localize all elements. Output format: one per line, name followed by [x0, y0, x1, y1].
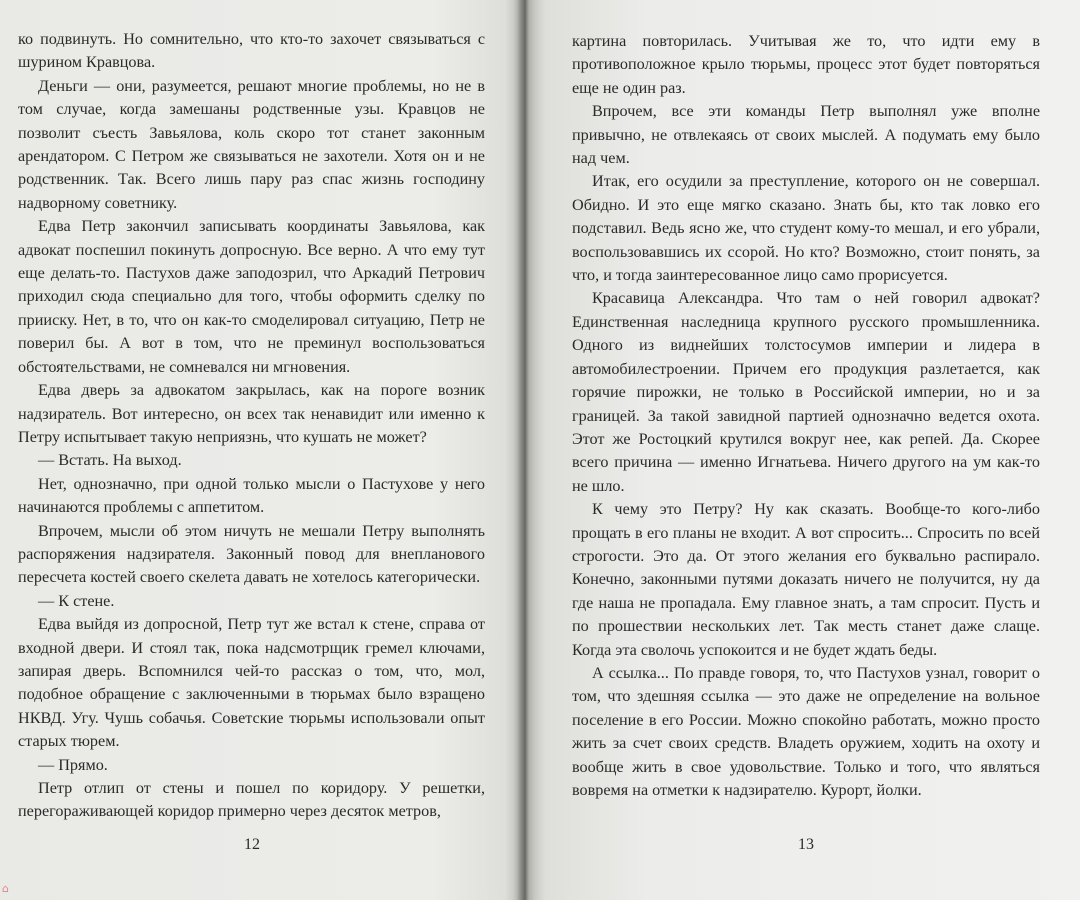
paragraph: К чему это Петру? Ну как сказать. Вообще-то кого-либо прощать в его планы не входит. А вот спросить... Спросить по всей строгости. Это да. От этого желания его буквально распирало. Конечно, законными путями доказать ничего не получится, ну да где наша не пропадала. Ему главное знать, а там спросит. Пусть и по прошествии нескольких лет. Так месть станет даже слаще. Когда эта сволочь успокоится и не будет ждать беды. — [572, 500, 1040, 659]
paragraph: — Встать. На выход. — [38, 451, 182, 470]
paragraph: Впрочем, мысли об этом ничуть не мешали Петру выполнять распоряжения надзирателя. Законный повод для внепланового пересчета костей своего скелета давать не хотелось категорически. — [18, 521, 485, 587]
right-page-number: 13 — [798, 836, 814, 853]
book-gutter-shadow — [505, 0, 535, 900]
paragraph: Красавица Александра. Что там о ней говорил адвокат? Единственная наследница крупного русского промышленника. Одного из виднейших толстосумов империи и лидера в автомобилестроении. Причем его продукция разлетается, как горячие пирожки, не только в Российской империи, но и за границей. За такой завидной партией однозначно ведется охота. Этот же Ростоцкий крутился вокруг нее, как репей. Да. Скорее всего причина — именно Игнатьева. Ничего другого на ум как-то не шло. — [572, 289, 1040, 495]
paragraph: Деньги — они, разумеется, решают многие проблемы, но не в том случае, когда замешаны родственные узы. Кравцов не позволит съесть Завьялова, коль скоро тот станет законным арендатором. С Петром же связываться не захотели. Хотя он и не родственник. Так. Всего лишь пару раз спас жизнь господину надворному советнику. — [18, 76, 485, 212]
right-page-text — [572, 30, 1040, 802]
paragraph: Итак, его осудили за преступление, которого он не совершал. Обидно. И это еще мягко сказано. Знать бы, кто так ловко его подставил. Ведь ясно же, что студент кому-то мешал, и его убрали, воспользовавшись их ссорой. Но кто? Возможно, стоит понять, за что, и тогда заинтересованное лицо само прорисуется. — [572, 172, 1040, 285]
paragraph: Едва дверь за адвокатом закрылась, как на пороге возник надзиратель. Вот интересно, он всех так ненавидит или именно к Петру испытывает такую неприязнь, что кушать не может? — [18, 381, 485, 446]
paragraph: — К стене. — [38, 591, 115, 610]
paragraph: А ссылка... По правде говоря, то, что Пастухов узнал, говорит о том, что здешняя ссылка — это даже не определение на вольное поселение в его России. Можно спокойно работать, можно просто жить за счет своих средств. Владеть оружием, ходить на охоту и вообще жить в свое удовольствие. Только и того, что являться вовремя на отметки к надзирателю. Курорт, йолки. — [572, 663, 1040, 799]
paragraph: — Прямо. — [38, 755, 108, 774]
corner-mark-icon: ⌂ — [2, 882, 9, 895]
paragraph: картина повторилась. Учитывая же то, что идти ему в противоположное крыло тюрьмы, процесс этот будет повторяться еще не один раз. — [572, 32, 1040, 97]
paragraph: Нет, однозначно, при одной только мысли о Пастухове у него начинаются проблемы с аппетитом. — [18, 474, 485, 517]
left-page-text — [18, 28, 485, 824]
paragraph: ко подвинуть. Но сомнительно, что кто-то захочет связываться с шурином Кравцова. — [18, 30, 485, 72]
paragraph: Едва выйдя из допросной, Петр тут же встал к стене, справа от входной двери. И стоял так, пока надсмотрщик гремел ключами, запирая дверь. Вспомнился чей-то рассказ о том, что, мол, подобное обращение с заключенными в тюрьмах было взращено НКВД. Угу. Чушь собачья. Советские тюрьмы использовали опыт старых тюрем. — [18, 615, 485, 751]
paragraph: Петр отлип от стены и пошел по коридору. У решетки, перегораживающей коридор примерно через десяток метров, — [18, 779, 485, 821]
paragraph: Едва Петр закончил записывать координаты Завьялова, как адвокат поспешил покинуть допросную. Все верно. А что ему тут еще делать-то. Пастухов даже заподозрил, что Аркадий Петрович приходил сюда специально для того, чтобы оформить сделку по прииску. Нет, в то, что он как-то смоделировал ситуацию, Петр не поверил бы. А вот в том, что не преминул воспользоваться обстоятельствами, не сомневался ни мгновения. — [18, 217, 485, 376]
left-page-number: 12 — [244, 836, 260, 853]
paragraph: Впрочем, все эти команды Петр выполнял уже вполне привычно, не отвлекаясь от своих мыслей. А подумать ему было над чем. — [572, 102, 1040, 168]
